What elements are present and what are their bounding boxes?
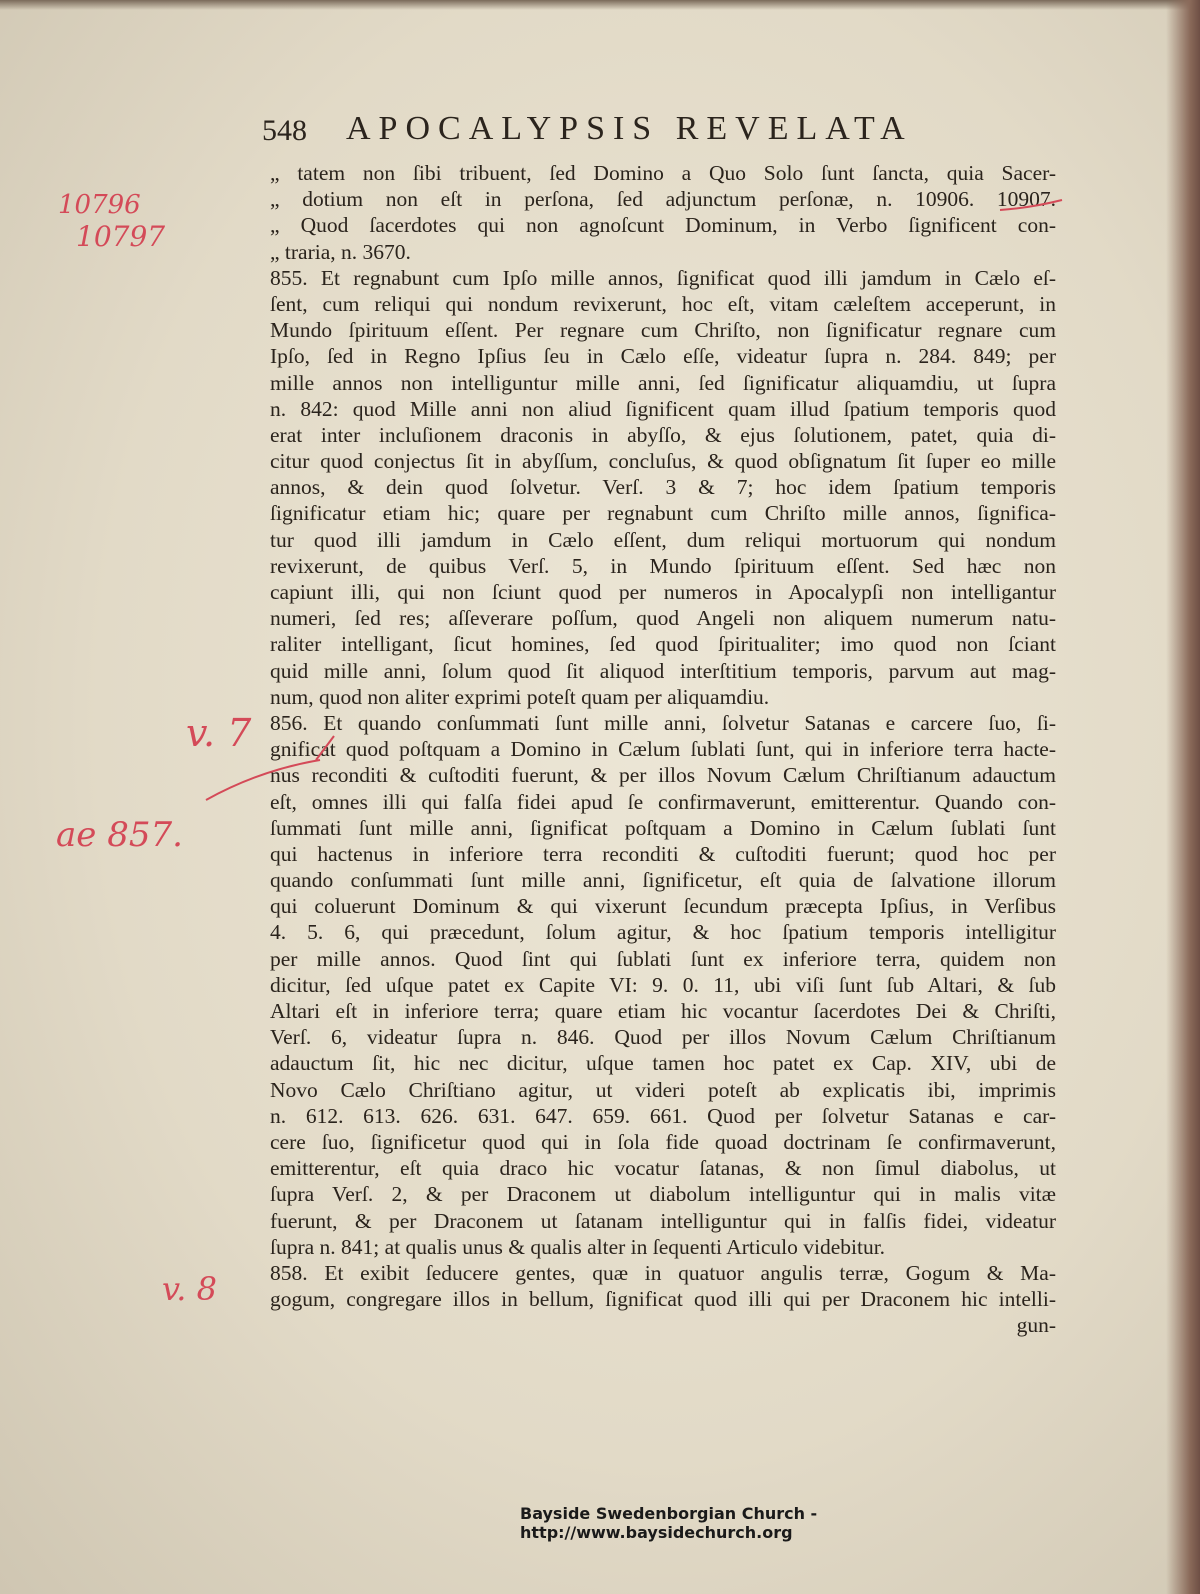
text-line: 858. Et exibit ſeducere gentes, quæ in quatuor angulis terræ, Gogum & Ma- xyxy=(270,1260,1056,1285)
text-line: capiunt illi, qui non ſciunt quod per numeros in Apocalypſi non intelligantur xyxy=(270,580,1056,604)
footer-credit: Bayside Swedenborgian Church - http://www.baysidechurch.org xyxy=(520,1504,818,1542)
text-line: Verſ. 6, videatur ſupra n. 846. Quod per illos Novum Cælum Chriſtianum xyxy=(270,1025,1056,1050)
text-line: adauctum ſit, hic nec dicitur, uſque tamen hoc patet ex Cap. XIV, ubi de xyxy=(270,1051,1056,1076)
text-line: ſupra Verſ. 2, & per Draconem ut diabolum intelliguntur qui in malis vitæ xyxy=(270,1182,1056,1207)
text-line: n. 842: quod Mille anni non aliud ſignificent quam illud ſpatium temporis quod xyxy=(270,396,1056,421)
margin-note-ref-top: 10796 xyxy=(58,190,141,220)
text-line: 856. Et quando conſummati ſunt mille anni, ſolvetur Satanas e carcere ſuo, ſi- xyxy=(270,710,1056,735)
text-line: gun- xyxy=(1016,1313,1056,1338)
margin-note-v7: v. 7 xyxy=(186,711,252,755)
text-line: „ traria, n. 3670. xyxy=(270,239,411,264)
text-line: fuerunt, & per Draconem ut ſatanam intelliguntur qui in falſis fidei, videatur xyxy=(270,1208,1056,1233)
text-line: mille annos non intelliguntur mille anni, ſed ſignificatur aliquamdiu, ut ſupra xyxy=(270,370,1056,395)
text-line: 855. Et regnabunt cum Ipſo mille annos, ſignificat quod illi jamdum in Cælo eſ- xyxy=(270,265,1056,290)
text-line: Altari eſt in inferiore terra; quare etiam hic vocantur ſacerdotes Dei & Chriſti, xyxy=(270,999,1056,1023)
page-number: 548 xyxy=(262,114,307,147)
text-line: per mille annos. Quod ſint qui ſublati ſunt ex inferiore terra, quidem non xyxy=(270,946,1056,971)
text-line: annos, & dein quod ſolvetur. Verſ. 3 & 7; hoc idem ſpatium temporis xyxy=(270,475,1056,500)
text-line: raliter intelligant, ſicut homines, ſed quod ſpiritualiter; imo quod non ſciant xyxy=(270,632,1056,657)
text-line: num, quod non aliter exprimi poteſt quam per aliquamdiu. xyxy=(270,684,770,709)
text-line: „ dotium non eſt in perſona, ſed adjunctum perſonæ, n. 10906. 10907. xyxy=(270,187,1056,212)
text-line: erat inter incluſionem draconis in abyſſo, & ejus ſolutionem, patet, quia di- xyxy=(270,422,1056,447)
text-line: tur quod illi jamdum in Cælo eſſent, dum reliqui mortuorum qui nondum xyxy=(270,527,1056,552)
text-line: gogum, congregare illos in bellum, ſignificat quod illi qui per Draconem hic intelli- xyxy=(270,1287,1056,1312)
text-line: ſupra n. 841; at qualis unus & qualis alter in ſequenti Articulo videbitur. xyxy=(270,1234,886,1259)
text-line: citur quod conjectus ſit in abyſſum, concluſus, & quod obſignatum ſit ſuper eo mille xyxy=(270,449,1056,474)
text-line: n. 612. 613. 626. 631. 647. 659. 661. Quod per ſolvetur Satanas e car- xyxy=(270,1103,1056,1128)
text-line: „ Quod ſacerdotes qui non agnoſcunt Dominum, in Verbo ſignificent con- xyxy=(270,213,1056,238)
margin-note-ref-bottom: 10797 xyxy=(76,220,166,253)
text-line: cere ſuo, ſignificetur quod qui in ſola fide quoad doctrinam ſe confirmaverunt, xyxy=(270,1129,1056,1154)
text-line: Novo Cælo Chriſtiano agitur, ut videri poteſt ab explicatis ibi, imprimis xyxy=(270,1077,1056,1102)
text-line: qui coluerunt Dominum & qui vixerunt ſecundum præcepta Ipſius, in Verſibus xyxy=(270,894,1056,919)
text-line: ſent, cum reliqui qui nondum revixerunt, hoc eſt, vitam cæleſtem acceperunt, in xyxy=(270,291,1056,316)
text-line: Ipſo, ſed in Regno Ipſius ſeu in Cælo eſſe, videatur ſupra n. 284. 849; per xyxy=(270,344,1056,369)
text-line: numeri, ſed res; aſſeverare poſſum, quod Angeli non aliquem numerum natu- xyxy=(270,606,1056,631)
text-line: dicitur, ſed uſque patet ex Capite VI: 9. 0. 11, ubi viſi ſunt ſub Altari, & ſub xyxy=(270,972,1056,997)
text-line: quando conſummati ſunt mille anni, ſignificetur, eſt quia de ſalvatione illorum xyxy=(270,868,1056,893)
text-line: quid mille anni, ſolum quod ſit aliquod interſtitium temporis, parvum aut mag- xyxy=(270,658,1056,683)
text-line: qui hactenus in inferiore terra reconditi & cuſtoditi fuerunt; quod hoc per xyxy=(270,841,1056,866)
text-line: ſignificatur etiam hic; quare per regnabunt cum Chriſto mille annos, ſignifica- xyxy=(270,501,1056,526)
text-line: eſt, omnes illi qui falſa fidei apud ſe confirmaverunt, emitterentur. Quando con- xyxy=(270,789,1056,814)
underline-ref xyxy=(1000,200,1062,210)
text-line: gnificat quod poſtquam a Domino in Cælum ſublati ſunt, qui in inferiore terra hacte- xyxy=(270,737,1056,762)
text-line: „ tatem non ſibi tribuent, ſed Domino a Quo Solo ſunt ſancta, quia Sacer- xyxy=(270,161,1056,185)
text-line: nus reconditi & cuſtoditi fuerunt, & per illos Novum Cælum Chriſtianum adauctum xyxy=(270,763,1056,788)
text-line: emitterentur, eſt quia draco hic vocatur ſatanas, & non ſimul diabolus, ut xyxy=(270,1156,1056,1181)
margin-note-ac857: ae 857. xyxy=(56,815,183,855)
margin-note-v8: v. 8 xyxy=(162,1270,217,1308)
text-line: 4. 5. 6, qui præcedunt, ſolum agitur, & hoc ſpatium temporis intelligitur xyxy=(270,920,1056,945)
text-line: Mundo ſpirituum eſſent. Per regnare cum Chriſto, non ſignificatur regnare cum xyxy=(270,318,1056,343)
text-line: revixerunt, de quibus Verſ. 5, in Mundo ſpirituum eſſent. Sed hæc non xyxy=(270,553,1056,578)
tick-stroke-v7 xyxy=(316,736,334,760)
running-title: APOCALYPSIS REVELATA xyxy=(346,110,913,147)
text-line: ſummati ſunt mille anni, ſignificat poſtquam a Domino in Cælum ſublati ſunt xyxy=(270,815,1056,840)
pointer-stroke-v7 xyxy=(206,760,320,800)
